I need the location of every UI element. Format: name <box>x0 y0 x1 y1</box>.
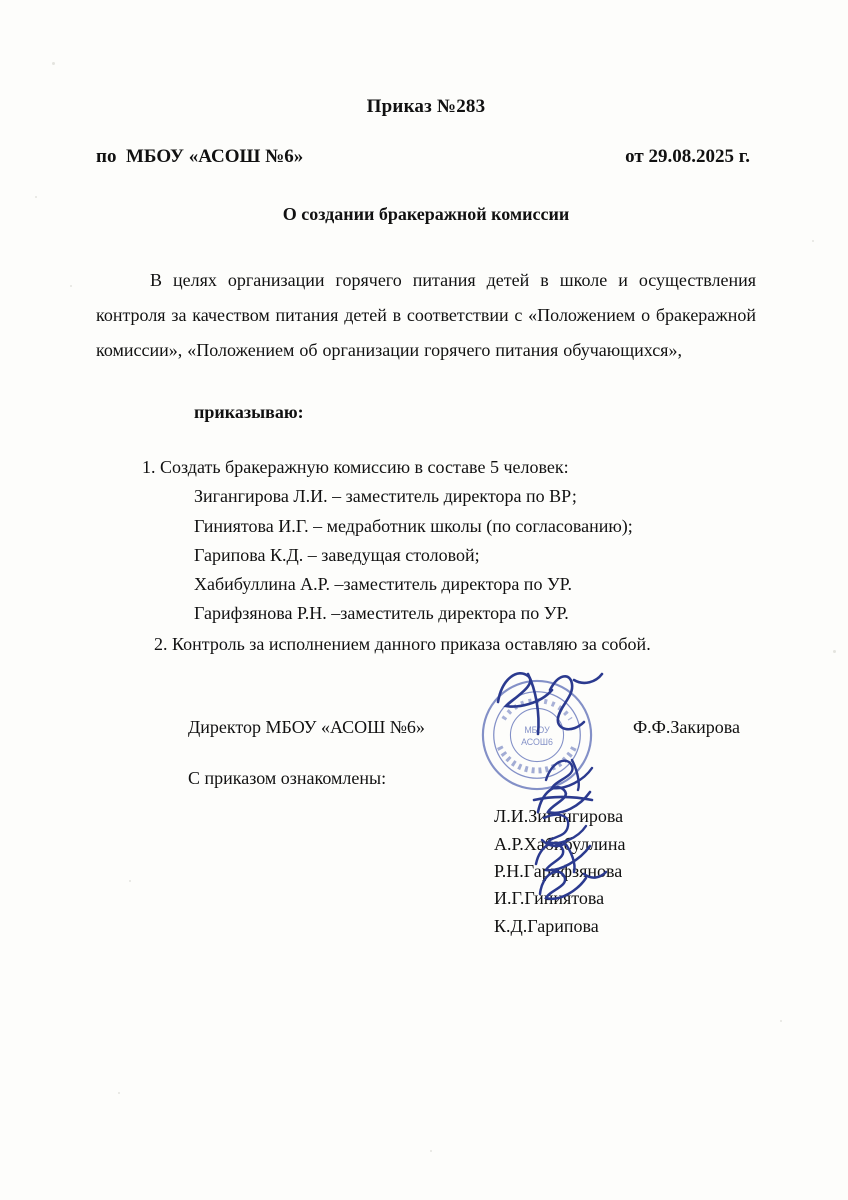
svg-text:АСОШ6: АСОШ6 <box>521 736 553 747</box>
director-name: Ф.Ф.Закирова <box>632 717 741 738</box>
scan-speckle <box>70 285 72 287</box>
scan-speckle <box>430 1150 432 1152</box>
list-item: Р.Н.Гарифзянова <box>494 861 623 882</box>
document-body <box>96 96 756 940</box>
list-item: Гарипова К.Д. – заведущая столовой; <box>194 544 480 565</box>
acknowledgement-names <box>96 803 756 940</box>
director-title: Директор МБОУ «АСОШ №6» <box>188 717 425 738</box>
signature-block <box>96 717 756 940</box>
list-item: А.Р.Хабибуллина <box>494 833 626 854</box>
list-item: Л.И.Зигангирова <box>494 806 624 827</box>
scan-speckle <box>35 196 37 198</box>
list-item: Гарифзянова Р.Н. –заместитель директора по УР. <box>194 603 569 624</box>
list-item: Гиниятова И.Г. – медработник школы (по согласованию); <box>194 515 633 536</box>
scan-speckle <box>52 62 55 65</box>
document-subject: О создании бракеражной комиссии <box>282 204 570 224</box>
acknowledgement-label: С приказом ознакомлены: <box>188 768 387 789</box>
list-item: К.Д.Гарипова <box>494 915 599 936</box>
scan-speckle <box>780 1020 782 1022</box>
scan-speckle <box>833 650 836 653</box>
list-item: 1. Создать бракеражную комиссию в составе 5 человек: <box>142 457 569 478</box>
svg-text:МБОУ: МБОУ <box>524 725 550 736</box>
document-date: от 29.08.2025 г. <box>625 146 750 167</box>
list-item: Зигангирова Л.И. – заместитель директора по ВР; <box>194 486 577 507</box>
scan-speckle <box>118 1092 120 1094</box>
list-item: 2. Контроль за исполнением данного приказа оставляю за собой. <box>154 634 651 655</box>
page-title: Приказ №283 <box>366 96 486 117</box>
scan-speckle <box>812 240 814 242</box>
org-name: по МБОУ «АСОШ №6» <box>96 146 304 167</box>
preamble-paragraph: В целях организации горячего питания детей в школе и осуществления контроля за качеством питания детей в соответствии с «Положением о бракеражной комиссии», «Положением об организации горячего питания обучающихся», <box>96 270 756 361</box>
org-date-line <box>96 146 756 168</box>
order-keyword: приказываю: <box>194 402 304 423</box>
director-row <box>96 717 756 738</box>
list-item: Хабибуллина А.Р. –заместитель директора по УР. <box>194 573 572 594</box>
list-item: И.Г.Гиниятова <box>494 888 605 909</box>
